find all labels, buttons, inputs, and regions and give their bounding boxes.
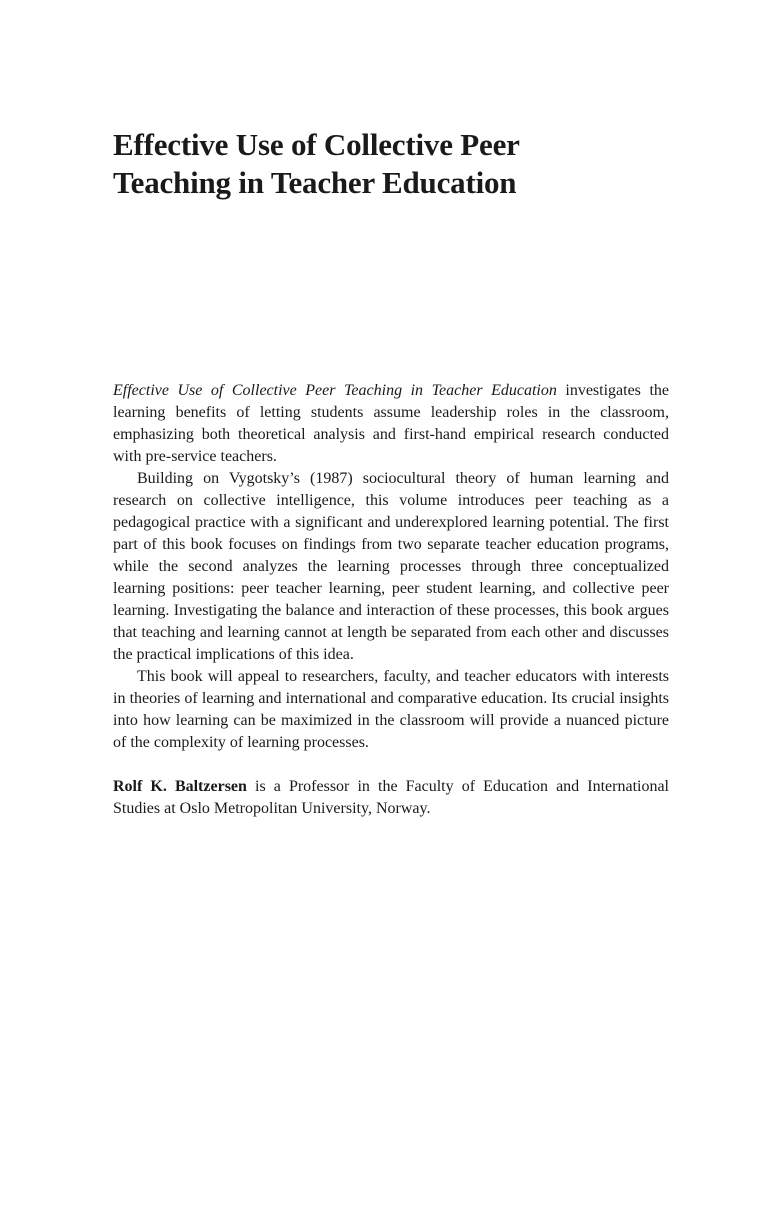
title-line-1: Effective Use of Collective Peer [113, 127, 520, 162]
page-title [113, 126, 673, 202]
description-paragraph-1 [113, 380, 669, 468]
description-paragraph-3: This book will appeal to researchers, faculty, and teacher educators with interests in theories of learning and international and comparative education. Its crucial insights into how learning can be maximized in the classroom will provide a nuanced picture of the complexity of learning processes. [113, 668, 669, 751]
description-paragraph-1-text: investigates the learning benefits of letting students assume leadership roles in the classroom, emphasizing both theoretical analysis and first-hand empirical research conducted with pre-service teachers. [113, 382, 669, 465]
author-bio [113, 776, 669, 820]
book-description [113, 380, 669, 820]
description-paragraph-2: Building on Vygotsky’s (1987) sociocultural theory of human learning and research on collective intelligence, this volume introduces peer teaching as a pedagogical practice with a significant and underexplored learning potential. The first part of this book focuses on findings from two separate teacher education programs, while the second analyzes the learning processes through three conceptualized learning positions: peer teacher learning, peer student learning, and collective peer learning. Investigating the balance and interaction of these processes, this book argues that teaching and learning cannot at length be separated from each other and discusses the practical implications of this idea. [113, 470, 669, 663]
author-name: Rolf K. Baltzersen [113, 778, 247, 795]
title-line-2: Teaching in Teacher Education [113, 165, 517, 200]
author-bio-text: is a Professor in the Faculty of Education and International Studies at Oslo Metropolitan University, Norway. [113, 778, 670, 817]
book-title-italic: Effective Use of Collective Peer Teaching in Teacher Education [113, 382, 557, 399]
